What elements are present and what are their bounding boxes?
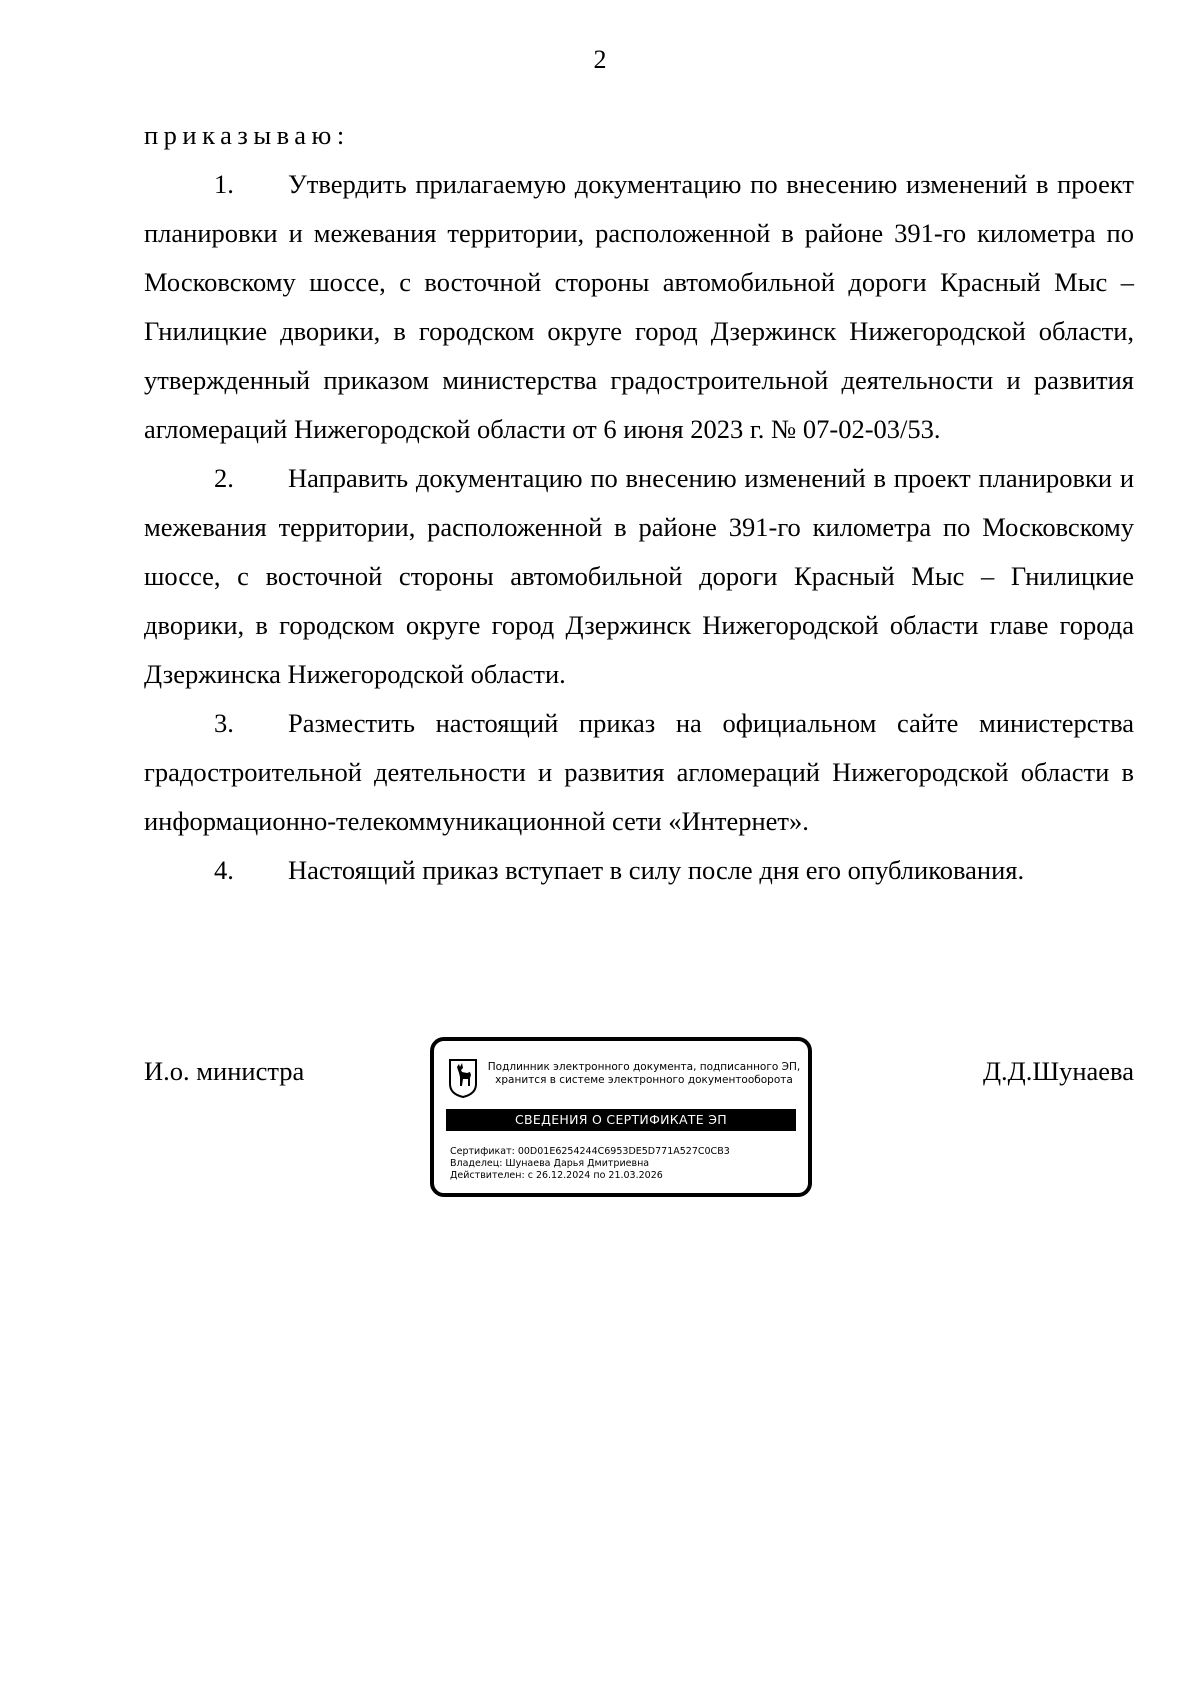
list-item	[144, 699, 1134, 846]
item-text: Утвердить прилагаемую документацию по внесению изменений в проект планировки и межевания территории, расположенной в районе 391-го километра по Московскому шоссе, с восточной стороны автомобильной дороги Красный Мыс – Гнилицкие дворики, в городском округе город Дзержинск Нижегородской области, утвержденный приказом министерства градостроительной деятельности и развития агломераций Нижегородской области от 6 июня 2023 г. № 07-02-03/53.	[144, 169, 1134, 444]
item-text: Разместить настоящий приказ на официальном сайте министерства градостроительной деятельности и развития агломераций Нижегородской области в информационно-телекоммуникационной сети «Интернет».	[144, 708, 1134, 836]
list-item	[144, 454, 1134, 699]
item-text: Направить документацию по внесению изменений в проект планировки и межевания территории, расположенной в районе 391-го километра по Московскому шоссе, с восточной стороны автомобильной дороги Красный Мыс – Гнилицкие дворики, в городском округе город Дзержинск Нижегородской области главе города Дзержинска Нижегородской области.	[144, 463, 1134, 689]
certificate-details	[450, 1146, 800, 1182]
item-number: 3.	[214, 708, 234, 738]
item-number: 1.	[214, 169, 234, 199]
list-item	[144, 160, 1134, 454]
certificate-validity: Действителен: с 26.12.2024 по 21.03.2026	[450, 1170, 663, 1181]
item-text: Настоящий приказ вступает в силу после дня его опубликования.	[288, 855, 1025, 885]
certificate-owner: Владелец: Шунаева Дарья Дмитриевна	[450, 1158, 650, 1169]
intro-text: приказываю:	[144, 120, 350, 150]
certificate-header: СВЕДЕНИЯ О СЕРТИФИКАТЕ ЭП	[446, 1109, 796, 1131]
certificate-number: Сертификат: 00D01E6254244C6953DE5D771A527C0CB3	[450, 1146, 730, 1157]
signatory-name: Д.Д.Шунаева	[982, 1056, 1134, 1086]
document-body	[144, 111, 1134, 895]
list-item	[144, 846, 1134, 895]
item-number: 4.	[214, 855, 234, 885]
item-number: 2.	[214, 463, 234, 493]
signatory-position: И.о. министра	[144, 1056, 305, 1086]
page-number: 2	[593, 45, 607, 74]
stamp-note: Подлинник электронного документа, подписанного ЭП, хранится в системе электронного документооборота	[487, 1061, 801, 1086]
deer-coat-of-arms-icon	[448, 1058, 478, 1098]
electronic-signature-stamp	[430, 1037, 812, 1197]
